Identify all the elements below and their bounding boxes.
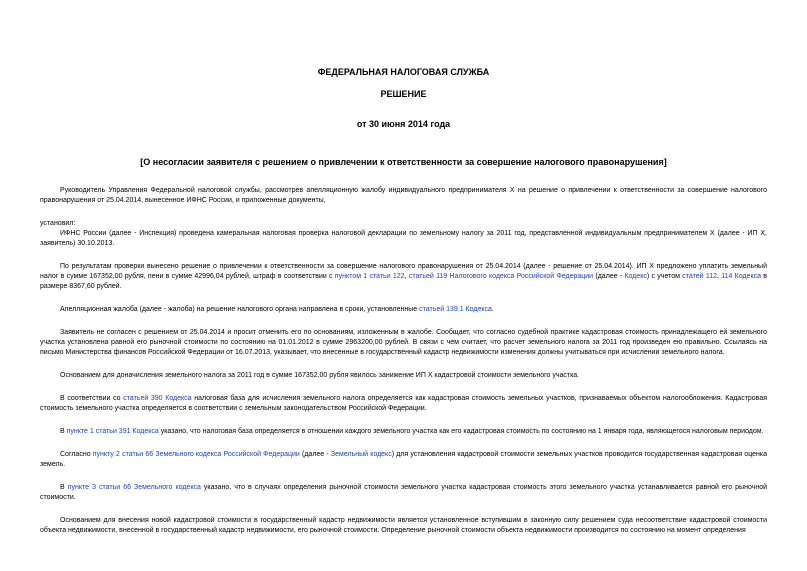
agency-heading: ФЕДЕРАЛЬНАЯ НАЛОГОВАЯ СЛУЖБА: [317, 67, 490, 77]
paragraph-art391: [40, 427, 767, 437]
link-art139-1[interactable]: статьей 139.1 Кодекса: [419, 306, 492, 313]
text: По результатам проверки вынесено решение о привлечении к ответственности за совершение налогового правонарушения от 25.04.2014 (далее - решение от 25.04.2014). ИП Х предложено уплатить земельный налог в сумме 167352,00 рубля, пени в сумме 42996,04 рублей, штраф в соответствии с: [40, 263, 767, 280]
text: (далее -: [299, 451, 331, 458]
paragraph-intro: Руководитель Управления Федеральной налоговой службы, рассмотрев апелляционную жалобу индивидуального предпринимателя Х на решение о привлечении к ответственности за совершение налогового правонарушения от 25.04.2014, вынесенное ИФНС России, и приложенные документы,: [40, 187, 767, 204]
link-land-code-art66-p2[interactable]: пункту 2 статьи 66 Земельного кодекса Российской Федерации: [92, 451, 300, 458]
text: В: [60, 428, 67, 435]
paragraph-appeal: [40, 305, 767, 315]
text: налоговая база для исчисления земельного налога определяется как кадастровая стоимость земельных участков, признаваемых объектом налогообложения. Кадастровая стоимость земельного участка определяется в соответствии с земельным законодательством Российской Федерации.: [40, 395, 768, 412]
text: .: [491, 306, 494, 313]
text: (далее -: [593, 273, 625, 280]
paragraph-applicant: Заявитель не согласен с решением от 25.04.2014 и просит отменить его по основаниям, изложенным в жалобе. Сообщает, что согласно судебной практике кадастровая стоимость принадлежащего ей земельного участка установлена равной его рыночной стоимости по состоянию на 01.01.2012 в сумме 2963200,00 рублей. В связи с чем считает, что расчет земельного налога за 2011 год произведен ею правильно. Ссылаясь на письмо Министерства финансов Российской Федерации от 16.07.2013, указывает, что внесенные в государственный кадастр недвижимости изменения должны учитываться при исчислении земельного налога.: [40, 329, 767, 356]
paragraph-land-code-66-3: [40, 483, 767, 503]
link-land-code[interactable]: Земельный кодекс: [330, 451, 392, 458]
link-code[interactable]: Кодекс: [624, 273, 647, 280]
text: Согласно: [60, 451, 93, 458]
paragraph-art390: [40, 394, 767, 414]
document-body: [40, 186, 767, 549]
text: указано, что налоговая база определяется в отношении каждого земельного участка как его кадастровая стоимость по состоянию на 1 января года, являющегося налоговым периодом.: [158, 428, 764, 435]
text: В соответствии со: [60, 395, 124, 402]
established-label: установил:: [40, 220, 76, 227]
text: Апелляционная жалоба (далее - жалоба) на решение налогового органа направлена в сроки, установленные: [60, 306, 420, 313]
text: ) с учетом: [646, 273, 683, 280]
link-art122[interactable]: пунктом 1 статьи 122: [334, 273, 405, 280]
link-art114[interactable]: 114 Кодекса: [721, 273, 761, 280]
document-date: от 30 июня 2014 года: [356, 119, 451, 129]
link-art391[interactable]: пункте 1 статьи 391 Кодекса: [66, 428, 159, 435]
document-type-heading: РЕШЕНИЕ: [380, 89, 427, 99]
link-art112[interactable]: статей 112: [682, 273, 717, 280]
link-land-code-art66-p3[interactable]: пункте 3 статьи 66 Земельного кодекса: [67, 484, 201, 491]
paragraph-inspection: ИФНС России (далее - Инспекция) проведена камеральная налоговая проверка налоговой декларации по земельному налогу за 2011 год, представленной индивидуальным предпринимателем Х (далее - ИП Х, заявитель) 30.10.2013.: [40, 230, 767, 247]
paragraph-land-code-66-2: [40, 450, 767, 470]
text: ,: [404, 273, 409, 280]
text: в размере 8367,60 рублей.: [40, 273, 768, 290]
link-art390[interactable]: статьей 390 Кодекса: [123, 395, 192, 402]
paragraph-basis: Основанием для доначисления земельного налога за 2011 год в сумме 167352,00 рубля явилось занижение ИП Х кадастровой стоимости земельного участка.: [60, 372, 580, 379]
text: ,: [716, 273, 722, 280]
text: указано, что в случаях определения рыночной стоимости земельного участка кадастровая стоимость этого земельного участка устанавливается равной его рыночной стоимости.: [40, 484, 767, 501]
text: ) для установления кадастровой стоимости земельных участков проводится государственная кадастровая оценка земель.: [40, 451, 768, 468]
paragraph-results: [40, 262, 767, 292]
document-title: [О несогласии заявителя с решением о привлечении к ответственности за совершение налогового правонарушения]: [140, 157, 667, 167]
paragraph-cadastre: Основанием для внесения новой кадастровой стоимости в государственный кадастр недвижимости является установленное вступившим в законную силу решением суда несоответствие кадастровой стоимости объекта недвижимости, внесенной в государственный кадастр недвижимости, его рыночной стоимости. Определение рыночной стоимости объекта недвижимости производится по состоянию на момент определения: [40, 517, 767, 534]
text: В: [60, 484, 68, 491]
link-art119[interactable]: статьей 119 Налогового кодекса Российской Федерации: [408, 273, 594, 280]
